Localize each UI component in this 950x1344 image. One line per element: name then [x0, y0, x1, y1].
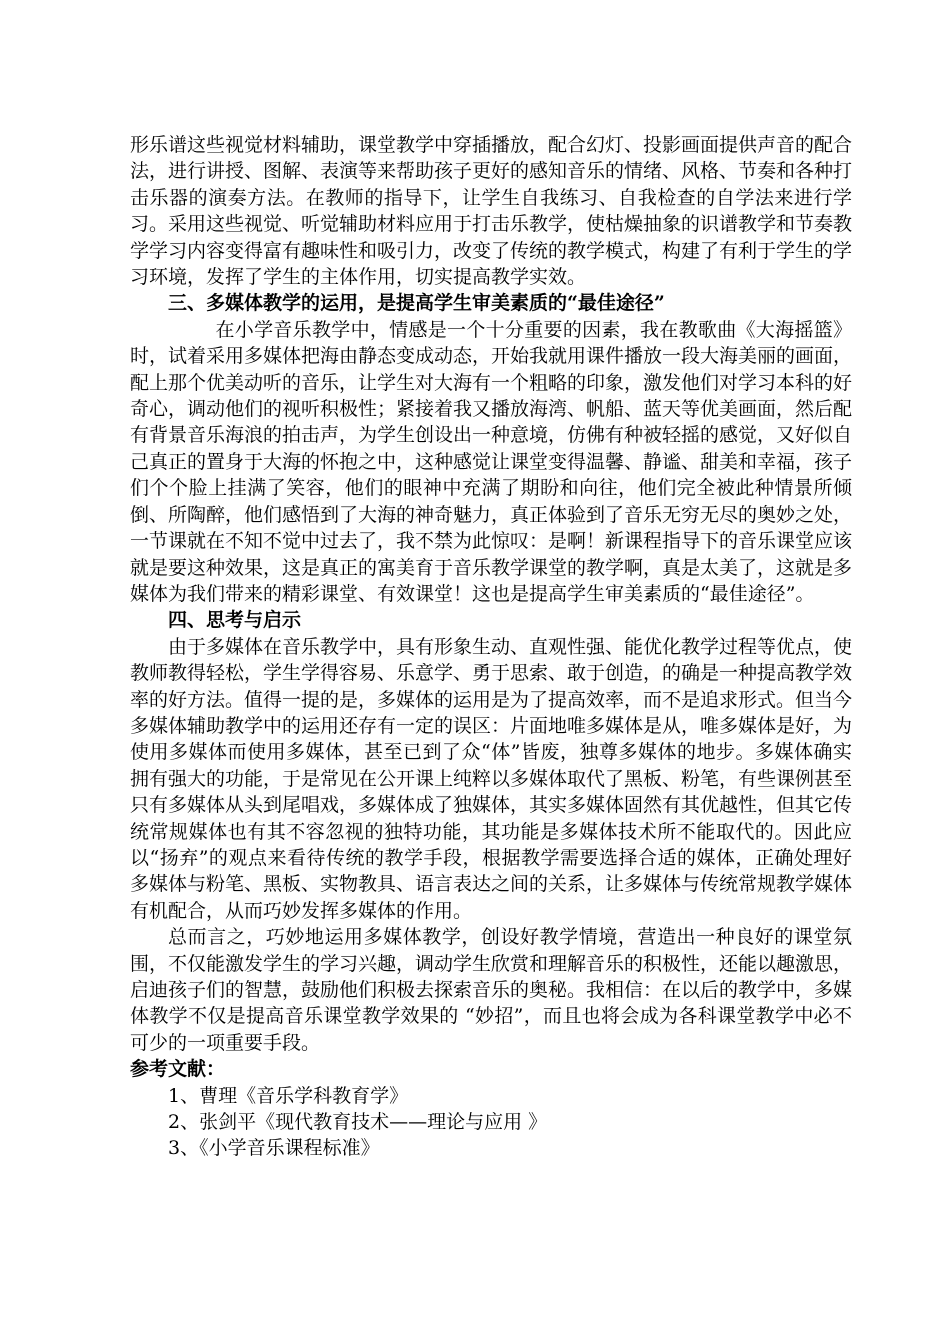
paragraph-section-3: 在小学音乐教学中，情感是一个十分重要的因素，我在教歌曲《大海摇篮》时，试着采用多媒体把海由静态变成动态，开始我就用课件播放一段大海美丽的画面，配上那个优美动听的音乐，让学生对大海有一个粗略的印象，激发他们对学习本科的好奇心，调动他们的视听积极性；紧接着我又播放海湾、帆船、蓝天等优美画面，然后配有背景音乐海浪的拍击声，为学生创设出一种意境，仿佛有种被轻摇的感觉，又好似自己真正的置身于大海的怀抱之中，这种感觉让课堂变得温馨、静谧、甜美和幸福，孩子们个个脸上挂满了笑容，他们的眼神中充满了期盼和向往，他们完全被此种情景所倾倒、所陶醉，他们感悟到了大海的神奇魅力，真正体验到了音乐无穷无尽的奥妙之处，一节课就在不知不觉中过去了，我不禁为此惊叹：是啊！新课程指导下的音乐课堂应该就是要这种效果，这是真正的寓美育于音乐教学课堂的教学啊，真是太美了，这就是多媒体为我们带来的精彩课堂、有效课堂！这也是提高学生审美素质的“最佳途径”。 — [130, 318, 853, 605]
section-heading-4: 四、思考与启示 — [168, 609, 302, 632]
document-page — [130, 132, 852, 1162]
reference-item: 2、张剑平《现代教育技术——理论与应用 》 — [168, 1111, 548, 1134]
reference-item: 3、《小学音乐课程标准》 — [168, 1137, 380, 1160]
references-title: 参考文献： — [130, 1058, 226, 1081]
paragraph-section-4b: 总而言之，巧妙地运用多媒体教学，创设好教学情境，营造出一种良好的课堂氛围，不仅能激发学生的学习兴趣，调动学生欣赏和理解音乐的积极性，还能以趣激思，启迪孩子们的智慧，鼓励他们积极去探索音乐的奥秘。我相信：在以后的教学中，多媒体教学不仅是提高音乐课堂教学效果的 “妙招”，而且也将会成为各科课堂教学中必不可少的一项重要手段。 — [130, 926, 853, 1054]
paragraph-section-4a: 由于多媒体在音乐教学中，具有形象生动、直观性强、能优化教学过程等优点，使教师教得轻松，学生学得容易、乐意学、勇于思索、敢于创造，的确是一种提高教学效率的好方法。值得一提的是，多媒体的运用是为了提高效率，而不是追求形式。但当今多媒体辅助教学中的运用还存有一定的误区：片面地唯多媒体是从，唯多媒体是好，为使用多媒体而使用多媒体，甚至已到了众“体”皆废，独尊多媒体的地步。多媒体确实拥有强大的功能，于是常见在公开课上纯粹以多媒体取代了黑板、粉笔，有些课例甚至只有多媒体从头到尾唱戏，多媒体成了独媒体，其实多媒体固然有其优越性，但其它传统常规媒体也有其不容忽视的独特功能，其功能是多媒体技术所不能取代的。因此应以“扬弃”的观点来看待传统的教学手段，根据教学需要选择合适的媒体，正确处理好多媒体与粉笔、黑板、实物教具、语言表达之间的关系，让多媒体与传统常规教学媒体有机配合，从而巧妙发挥多媒体的作用。 — [130, 635, 853, 922]
section-heading-3: 三、多媒体教学的运用，是提高学生审美素质的“最佳途径” — [168, 292, 665, 315]
paragraph-intro: 形乐谱这些视觉材料辅助，课堂教学中穿插播放，配合幻灯、投影画面提供声音的配合法，进行讲授、图解、表演等来帮助孩子更好的感知音乐的情绪、风格、节奏和各种打击乐器的演奏方法。在教师的指导下，让学生自我练习、自我检查的自学法来进行学习。采用这些视觉、听觉辅助材料应用于打击乐教学，使枯燥抽象的识谱教学和节奏教学学习内容变得富有趣味性和吸引力，改变了传统的教学模式，构建了有利于学生的学习环境，发挥了学生的主体作用，切实提高教学实效。 — [130, 134, 853, 289]
reference-item: 1、曹理《音乐学科教育学》 — [168, 1084, 409, 1107]
